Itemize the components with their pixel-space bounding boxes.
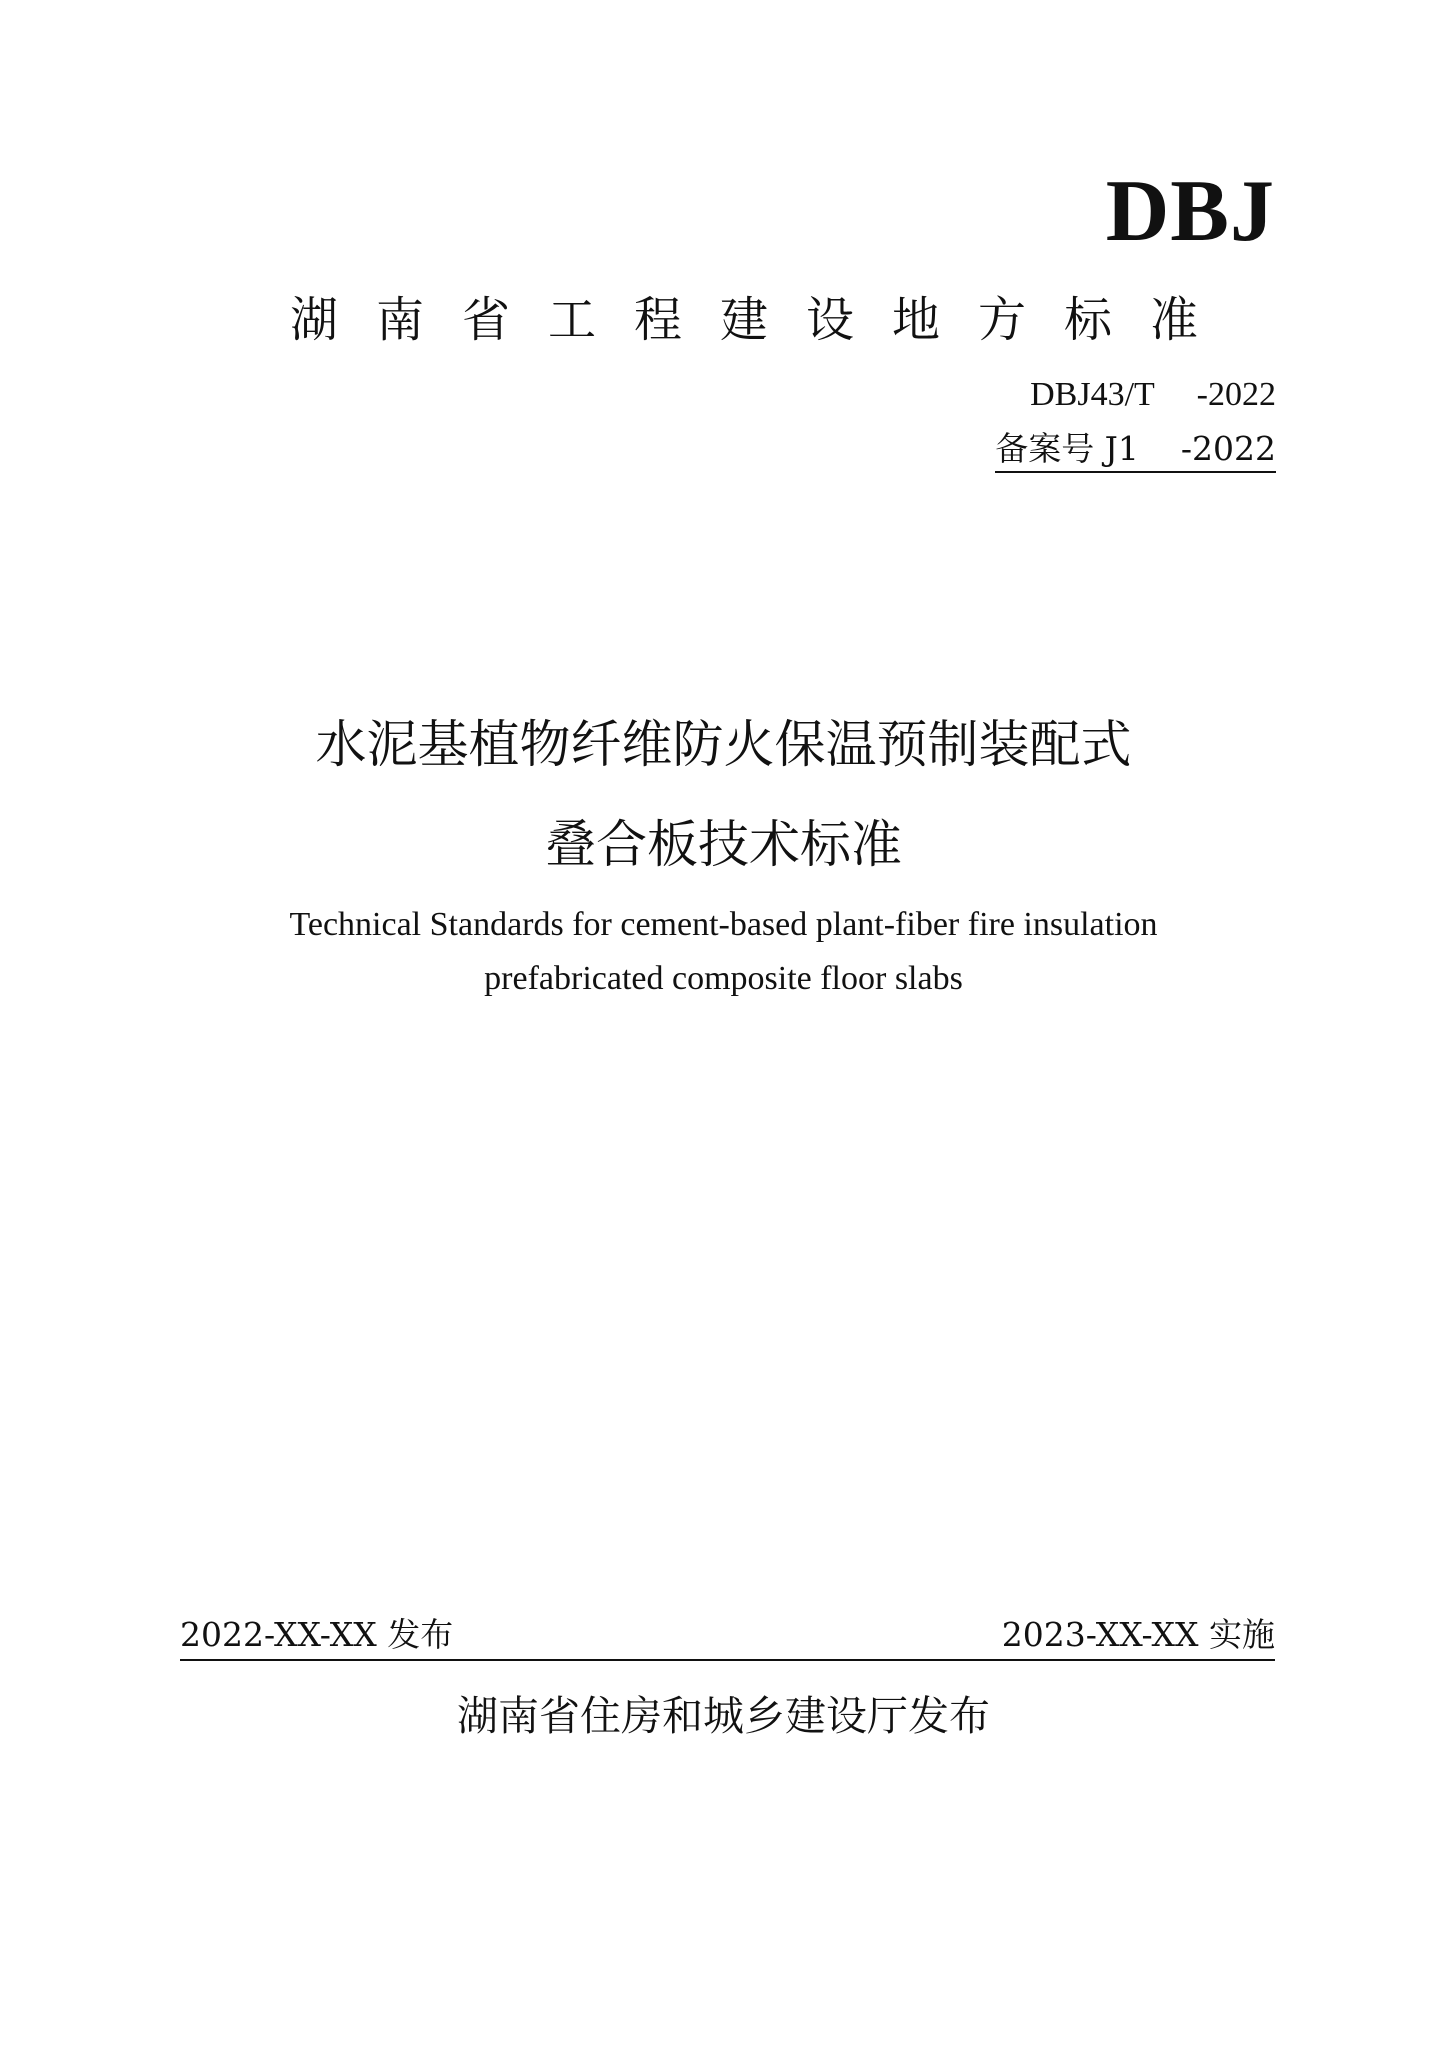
title-chinese-line-1: 水泥基植物纤维防火保温预制装配式 (315, 716, 1132, 775)
effective-date: 2023-XX-XX 实施 (1001, 1615, 1275, 1654)
title-english-line-2: prefabricated composite floor slabs (484, 960, 963, 997)
title-english-line-1: Technical Standards for cement-based plant-fiber fire insulation (289, 906, 1158, 943)
title-chinese-line-2: 叠合板技术标准 (544, 816, 902, 875)
standard-number: DBJ43/T -2022 (1030, 376, 1276, 413)
date-row (180, 1615, 1275, 1661)
standard-series-title: 湖南省工程建设地方标准 (290, 292, 1237, 348)
issuing-authority: 湖南省住房和城乡建设厅发布 (457, 1692, 990, 1740)
publish-date: 2022-XX-XX 发布 (180, 1615, 454, 1654)
standard-category-mark: DBJ (1105, 163, 1275, 260)
filing-number: 备案号 J1 -2022 (995, 429, 1276, 473)
